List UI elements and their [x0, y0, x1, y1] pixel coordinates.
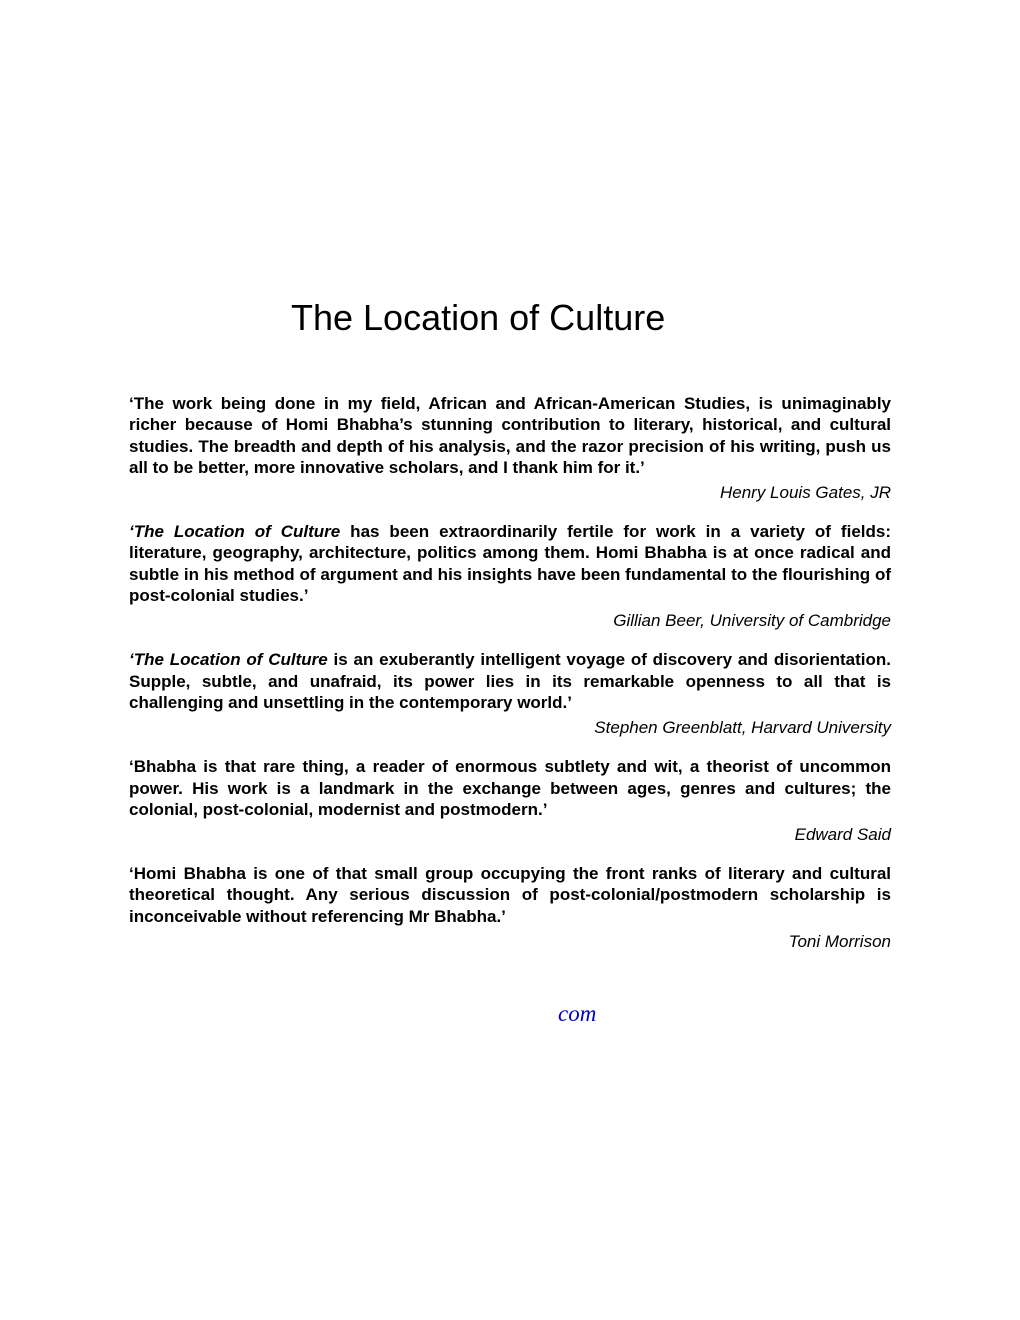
endorsement-beer [129, 521, 891, 633]
quote-text: ‘Homi Bhabha is one of that small group occupying the front ranks of literary and cultural theoretical thought. Any serious discussion of post-colonial/postmodern scholarship is inconceivable without referencing Mr Bhabha.’ [129, 864, 891, 926]
endorsement-quote [129, 863, 891, 927]
endorsement-attribution: Edward Said [794, 825, 891, 845]
endorsement-quote [129, 393, 891, 478]
endorsement-morrison [129, 863, 891, 954]
page-title: The Location of Culture [291, 297, 666, 338]
endorsement-quote [129, 521, 891, 606]
book-title-italic: ‘The Location of Culture [129, 522, 341, 542]
quote-text: has been extraordinarily fertile for work in a variety of fields: literature, geography, architecture, politics among them. Homi Bhabha is at once radical and subtle in his method of argument and his insights have been fundamental to the flourishing of post-colonial studies.’ [129, 522, 891, 606]
quote-text: is an exuberantly intelligent voyage of discovery and disorientation. Supple, subtle, and unafraid, its power lies in its remarkable openness to all that is challenging and unsettling in the contemporary world.’ [129, 650, 891, 712]
endorsement-gates [129, 393, 891, 505]
endorsement-greenblatt [129, 649, 891, 740]
endorsement-said [129, 756, 891, 847]
book-title-italic: ‘The Location of Culture [129, 650, 328, 670]
endorsement-quote [129, 756, 891, 820]
quote-text: ‘The work being done in my field, African and African-American Studies, is unimaginably richer because of Homi Bhabha’s stunning contribution to literary, historical, and cultural studies. The breadth and depth of his analysis, and the razor precision of his writing, push us all to be better, more innovative scholars, and I thank him for it.’ [129, 394, 891, 477]
footer-link[interactable]: com [558, 1001, 597, 1026]
quote-text: ‘Bhabha is that rare thing, a reader of enormous subtlety and wit, a theorist of uncommon power. His work is a landmark in the exchange between ages, genres and cultures; the colonial, post-colonial, modernist and postmodern.’ [129, 757, 891, 819]
endorsement-attribution: Henry Louis Gates, JR [719, 483, 891, 503]
endorsement-attribution: Toni Morrison [788, 932, 891, 952]
endorsement-attribution: Gillian Beer, University of Cambridge [613, 611, 891, 631]
endorsement-attribution: Stephen Greenblatt, Harvard University [594, 718, 891, 738]
endorsement-quote [129, 649, 891, 713]
endorsements-list [129, 393, 891, 970]
